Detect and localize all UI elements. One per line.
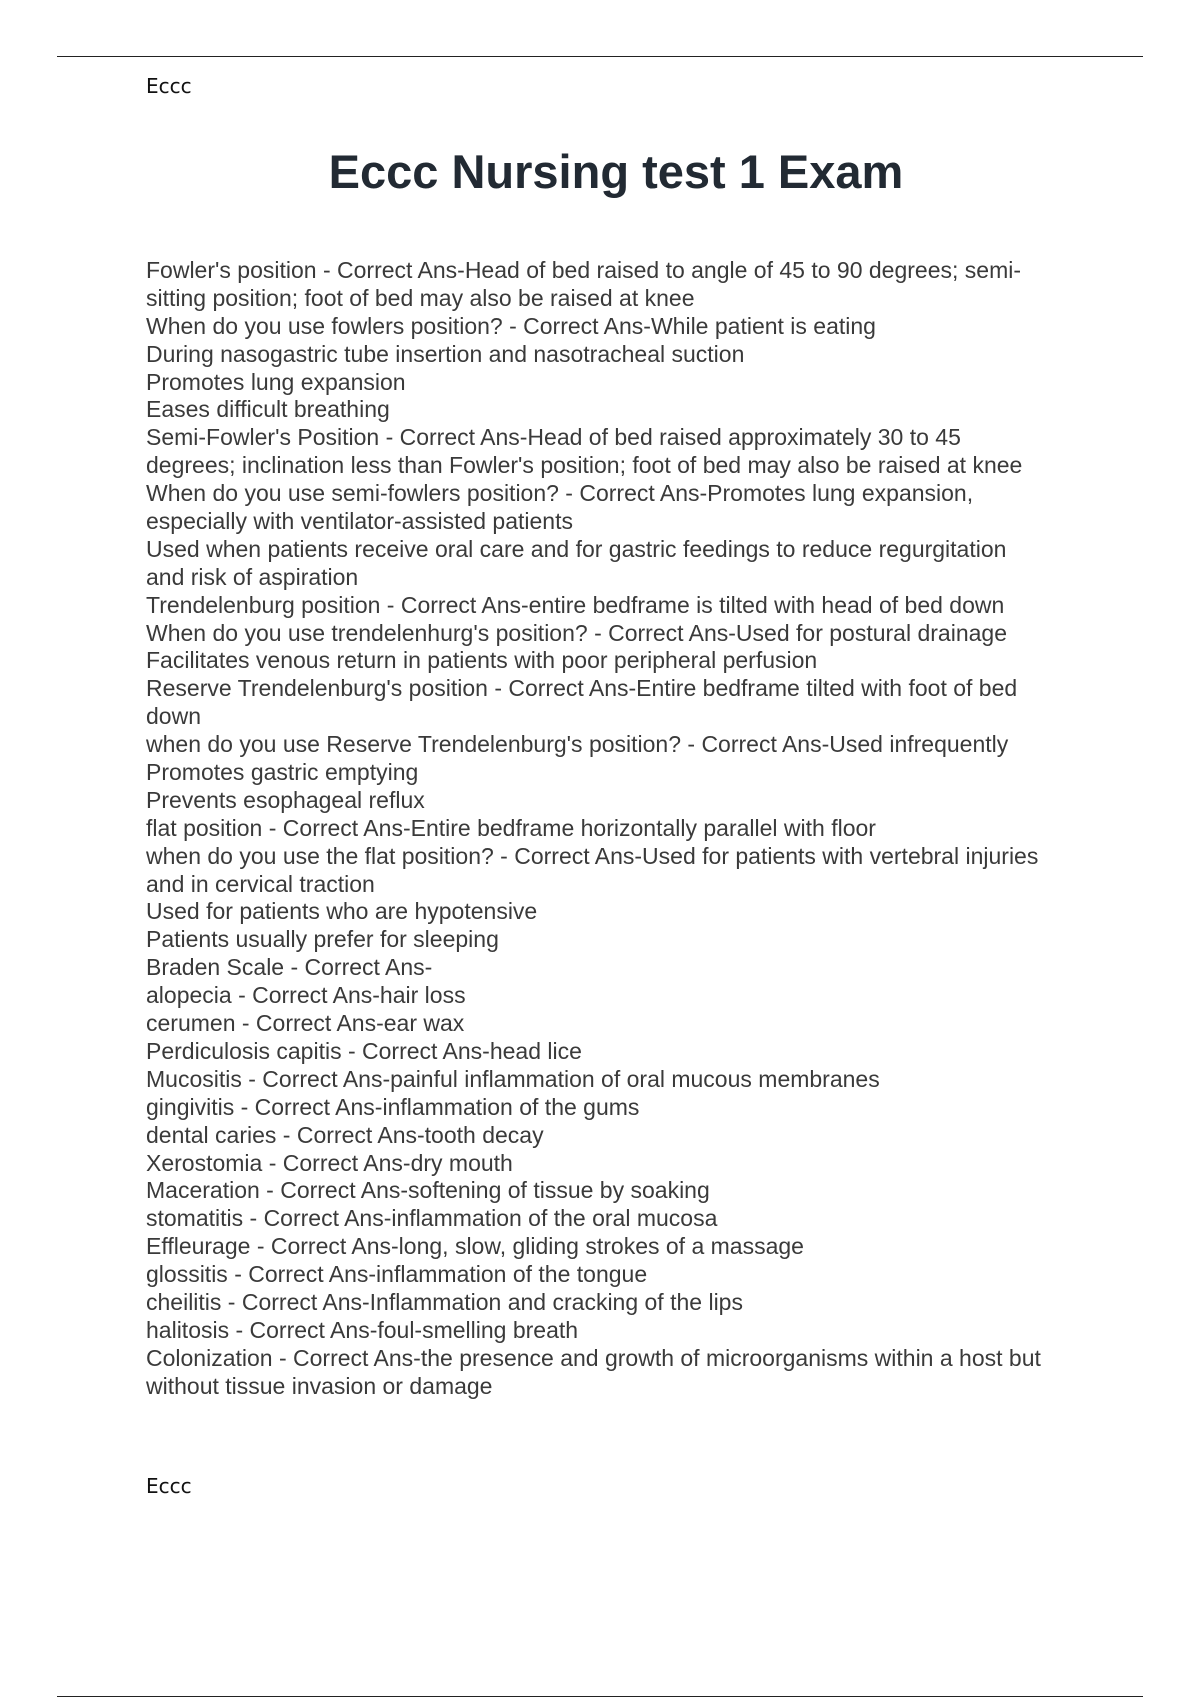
text-line: Eases difficult breathing (146, 396, 390, 423)
text-line: Trendelenburg position - Correct Ans-entire bedframe is tilted with head of bed down (146, 591, 1005, 618)
text-line: Xerostomia - Correct Ans-dry mouth (146, 1149, 513, 1176)
text-line: sitting position; foot of bed may also be raised at knee (146, 284, 695, 311)
text-line: cheilitis - Correct Ans-Inflammation and cracking of the lips (146, 1288, 743, 1315)
text-line: Braden Scale - Correct Ans- (146, 954, 433, 981)
text-line: Maceration - Correct Ans-softening of tissue by soaking (146, 1177, 710, 1204)
page-title: Eccc Nursing test 1 Exam (328, 145, 904, 198)
document-body (146, 257, 1096, 1401)
page-header: Eccc (146, 74, 192, 98)
text-line: halitosis - Correct Ans-foul-smelling breath (146, 1316, 579, 1343)
bottom-rule (57, 1696, 1143, 1697)
text-line: During nasogastric tube insertion and nasotracheal suction (146, 340, 745, 367)
text-line: especially with ventilator-assisted patients (146, 508, 573, 535)
text-line: flat position - Correct Ans-Entire bedframe horizontally parallel with floor (146, 814, 876, 841)
text-line: Fowler's position - Correct Ans-Head of bed raised to angle of 45 to 90 degrees; semi- (146, 257, 1022, 283)
text-line: degrees; inclination less than Fowler's position; foot of bed may also be raised at knee (146, 452, 1023, 479)
text-line: Effleurage - Correct Ans-long, slow, gliding strokes of a massage (146, 1233, 804, 1260)
text-line: Perdiculosis capitis - Correct Ans-head lice (146, 1037, 582, 1064)
text-line: dental caries - Correct Ans-tooth decay (146, 1121, 544, 1148)
text-line: Mucositis - Correct Ans-painful inflammation of oral mucous membranes (146, 1065, 880, 1092)
text-line: and risk of aspiration (146, 563, 359, 590)
text-line: Promotes gastric emptying (146, 759, 419, 786)
text-line: when do you use Reserve Trendelenburg's position? - Correct Ans-Used infrequently (146, 731, 1009, 758)
text-line: when do you use the flat position? - Correct Ans-Used for patients with vertebral injuries (146, 842, 1039, 869)
page-footer: Eccc (146, 1474, 192, 1498)
text-line: Facilitates venous return in patients with poor peripheral perfusion (146, 647, 818, 674)
text-line: When do you use semi-fowlers position? - Correct Ans-Promotes lung expansion, (146, 480, 974, 507)
text-line: cerumen - Correct Ans-ear wax (146, 1010, 465, 1037)
top-rule (57, 56, 1143, 57)
text-line: Used when patients receive oral care and for gastric feedings to reduce regurgitation (146, 535, 1007, 562)
text-line: Patients usually prefer for sleeping (146, 926, 499, 953)
text-line: Prevents esophageal reflux (146, 786, 425, 813)
text-line: and in cervical traction (146, 870, 375, 897)
text-line: stomatitis - Correct Ans-inflammation of the oral mucosa (146, 1205, 718, 1232)
text-line: Colonization - Correct Ans-the presence and growth of microorganisms within a host but (146, 1344, 1041, 1371)
text-line: Promotes lung expansion (146, 368, 406, 395)
text-line: without tissue invasion or damage (146, 1372, 493, 1399)
text-line: down (146, 703, 201, 730)
text-line: Semi-Fowler's Position - Correct Ans-Head of bed raised approximately 30 to 45 (146, 424, 961, 451)
text-line: alopecia - Correct Ans-hair loss (146, 982, 466, 1009)
text-line: gingivitis - Correct Ans-inflammation of the gums (146, 1093, 640, 1120)
text-line: Used for patients who are hypotensive (146, 898, 538, 925)
text-line: When do you use trendelenhurg's position? - Correct Ans-Used for postural drainage (146, 619, 1007, 646)
text-line: glossitis - Correct Ans-inflammation of the tongue (146, 1261, 648, 1288)
text-line: Reserve Trendelenburg's position - Correct Ans-Entire bedframe tilted with foot of bed (146, 675, 1018, 702)
text-line: When do you use fowlers position? - Correct Ans-While patient is eating (146, 312, 876, 339)
